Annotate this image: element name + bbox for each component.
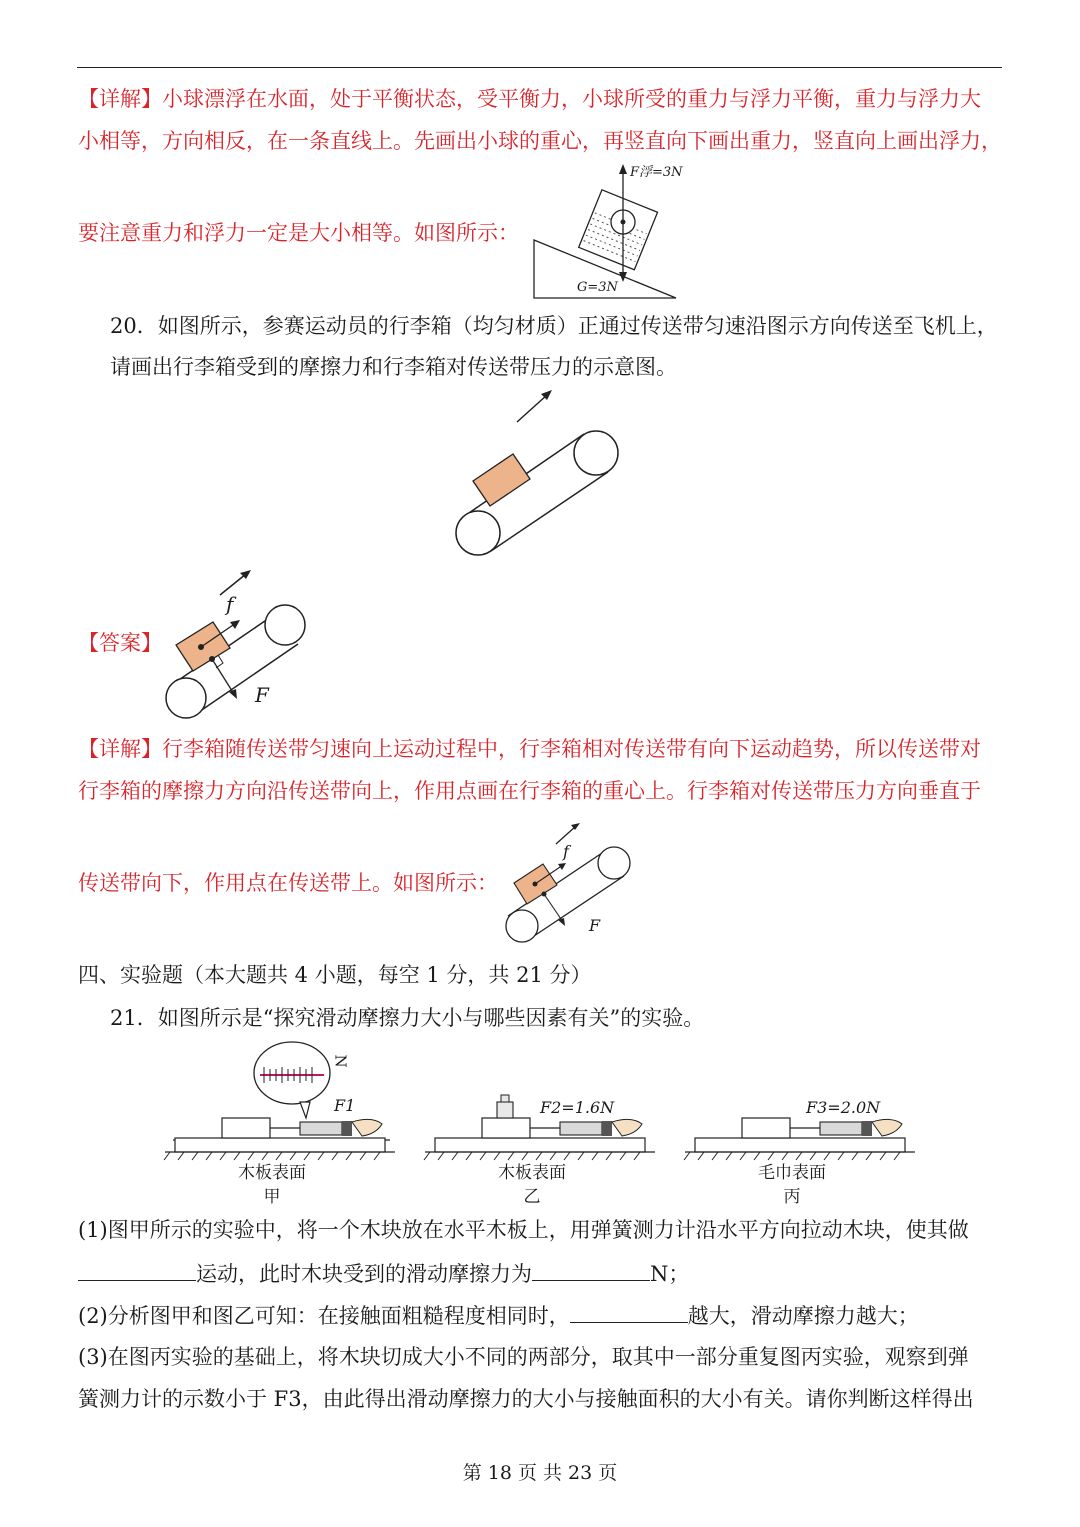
- setup-jia: [164, 1042, 395, 1160]
- q20-line1: 20．如图所示，参赛运动员的行李箱（均匀材质）正通过传送带匀速沿图示方向传送至飞机上，: [110, 314, 998, 338]
- detail2-line1: 【详解】行李箱随传送带匀速向上运动过程中，行李箱相对传送带有向下运动趋势，所以传送带对: [78, 737, 981, 761]
- q21-p2: (2)分析图甲和图乙可知：在接触面粗糙程度相同时， 越大，滑动摩擦力越大；: [78, 1300, 919, 1331]
- page-footer: 第 18 页 共 23 页: [462, 1462, 618, 1484]
- yi-label: 乙: [523, 1187, 541, 1207]
- q21-p1-line2: 运动，此时木块受到的滑动摩擦力为 N；: [78, 1258, 689, 1289]
- q20-conveyor-figure: [455, 385, 630, 560]
- detail1-line1: 【详解】小球漂浮在水面，处于平衡状态，受平衡力，小球所受的重力与浮力平衡，重力与浮力大: [78, 87, 981, 111]
- q20-line2: 请画出行李箱受到的摩擦力和行李箱对传送带压力的示意图。: [110, 355, 677, 379]
- q21-p3-line1: (3)在图丙实验的基础上，将木块切成大小不同的两部分，取其中一部分重复图丙实验，观察到弹: [78, 1345, 969, 1369]
- gravity-label: G=3N: [577, 280, 618, 295]
- answer-blank-1[interactable]: [78, 1258, 196, 1281]
- jia-label: 甲: [263, 1187, 281, 1207]
- header-rule: [77, 67, 1002, 68]
- detail2-line2: 行李箱的摩擦力方向沿传送带向上，作用点画在行李箱的重心上。行李箱对传送带压力方向垂直于: [78, 779, 981, 803]
- meter-unit-label: N: [331, 1054, 350, 1068]
- detail2-figure: [500, 818, 640, 948]
- q21-p1-line1: (1)图甲所示的实验中，将一个木块放在水平木板上，用弹簧测力计沿水平方向拉动木块，使其做: [78, 1218, 969, 1242]
- bing-surface: 毛巾表面: [758, 1163, 826, 1183]
- detail2-F-label: F: [589, 916, 601, 935]
- buoyancy-label: F浮=3N: [630, 165, 683, 180]
- section4-heading: 四、实验题（本大题共 4 小题，每空 1 分，共 21 分）: [78, 963, 592, 987]
- jia-force-label: F1: [334, 1096, 356, 1115]
- yi-force-label: F2=1.6N: [540, 1098, 615, 1117]
- answer-F-label: F: [255, 683, 269, 707]
- detail1-line2: 小相等，方向相反，在一条直线上。先画出小球的重心，再竖直向下画出重力，竖直向上画出浮力，: [78, 129, 1002, 153]
- answer-f-label: f: [226, 592, 234, 616]
- jia-surface: 木板表面: [238, 1163, 306, 1183]
- bing-label: 丙: [783, 1187, 801, 1207]
- q21-intro: 21．如图所示是“探究滑动摩擦力大小与哪些因素有关”的实验。: [110, 1006, 705, 1030]
- detail2-line3: 传送带向下，作用点在传送带上。如图所示：: [78, 871, 498, 895]
- detail2-f-label: f: [563, 842, 569, 861]
- answer-blank-2[interactable]: [532, 1258, 650, 1281]
- answer-label: 【答案】: [78, 631, 162, 655]
- q21-p3-line2: 簧测力计的示数小于 F3，由此得出滑动摩擦力的大小与接触面积的大小有关。请你判断这样得出: [78, 1387, 974, 1411]
- detail1-line3: 要注意重力和浮力一定是大小相等。如图所示：: [78, 221, 519, 245]
- yi-surface: 木板表面: [498, 1163, 566, 1183]
- bing-force-label: F3=2.0N: [806, 1098, 881, 1117]
- answer-blank-3[interactable]: [570, 1300, 688, 1323]
- answer-figure: [160, 562, 310, 722]
- setup-bing: [684, 1118, 915, 1160]
